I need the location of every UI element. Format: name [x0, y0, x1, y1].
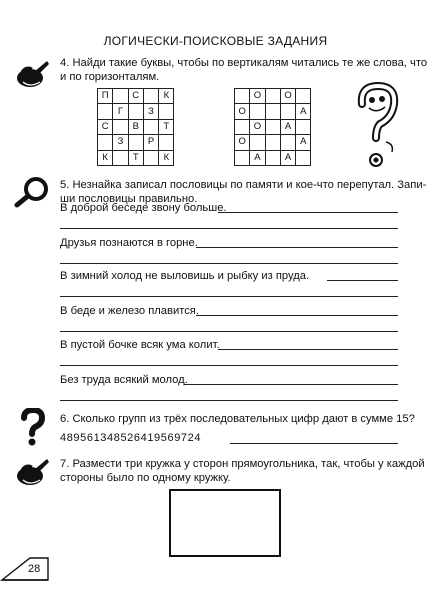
grid-cell-empty[interactable]	[143, 89, 158, 104]
answer-line[interactable]	[327, 280, 398, 281]
proverb-text: Друзья познаются в горне.	[60, 237, 198, 249]
grid-row	[98, 119, 174, 134]
grid-row	[98, 104, 174, 119]
task7-text-line1: 7. Размести три кружка у сторон прямоугольника, так, чтобы у каждой	[60, 458, 425, 470]
grid-cell-letter: Т	[128, 150, 143, 165]
grid-cell-letter: О	[250, 119, 265, 134]
grid-row	[235, 150, 311, 165]
magnifier-icon	[14, 176, 54, 208]
grid-cell-letter: К	[159, 150, 174, 165]
answer-line[interactable]	[218, 349, 398, 350]
task7-text-line2: стороны было по одному кружку.	[60, 472, 231, 484]
grid-cell-empty[interactable]	[128, 104, 143, 119]
grid-cell-letter: К	[98, 150, 113, 165]
answer-line[interactable]	[60, 228, 398, 229]
proverb-text: В пустой бочке всяк ума колит.	[60, 339, 220, 351]
grid-cell-empty[interactable]	[250, 135, 265, 150]
answer-line[interactable]	[60, 296, 398, 297]
grid-cell-letter: О	[235, 135, 250, 150]
grid-cell-letter: Т	[159, 119, 174, 134]
proverb-text: В доброй беседе звону больше.	[60, 202, 227, 214]
proverb-text: В зимний холод не выловишь и рыбку из пруда.	[60, 270, 310, 282]
grid-row	[235, 135, 311, 150]
grid-cell-empty[interactable]	[128, 135, 143, 150]
grid-cell-empty[interactable]	[113, 89, 128, 104]
grid-cell-empty[interactable]	[265, 135, 280, 150]
grid-cell-letter: А	[280, 150, 295, 165]
grid-cell-empty[interactable]	[265, 104, 280, 119]
grid-cell-empty[interactable]	[159, 104, 174, 119]
grid-cell-letter: З	[143, 104, 158, 119]
grid-cell-letter: Р	[143, 135, 158, 150]
letter-grid-1	[97, 88, 174, 166]
answer-line-task6[interactable]	[230, 443, 398, 444]
answer-line[interactable]	[184, 384, 398, 385]
grid-row	[98, 135, 174, 150]
task6-text: 6. Сколько групп из трёх последовательных цифр дают в сумме 15?	[60, 413, 415, 425]
question-mark-icon	[20, 408, 46, 446]
grid-cell-letter: О	[235, 104, 250, 119]
answer-line[interactable]	[60, 263, 398, 264]
grid-cell-letter: О	[250, 89, 265, 104]
grid-cell-empty[interactable]	[280, 104, 295, 119]
grid-cell-empty[interactable]	[235, 89, 250, 104]
grid-cell-letter: О	[280, 89, 295, 104]
grid-cell-letter: С	[98, 119, 113, 134]
answer-line[interactable]	[60, 365, 398, 366]
grid-cell-empty[interactable]	[280, 135, 295, 150]
grid-cell-letter: А	[250, 150, 265, 165]
proverb-text: Без труда всякий молод.	[60, 374, 188, 386]
grid-cell-empty[interactable]	[98, 104, 113, 119]
grid-cell-empty[interactable]	[296, 150, 311, 165]
grid-cell-empty[interactable]	[250, 104, 265, 119]
grid-row	[235, 89, 311, 104]
question-character-icon	[352, 82, 400, 174]
grid-cell-empty[interactable]	[235, 150, 250, 165]
digit-sequence: 489561348526419569724	[60, 432, 202, 444]
grid-cell-empty[interactable]	[235, 119, 250, 134]
proverb-text: В беде и железо плавится.	[60, 305, 199, 317]
grid-row	[98, 89, 174, 104]
grid-cell-empty[interactable]	[265, 89, 280, 104]
grid-cell-empty[interactable]	[296, 119, 311, 134]
answer-line[interactable]	[196, 247, 398, 248]
task5-text-line2: ши пословицы правильно.	[60, 193, 198, 205]
rectangle-figure	[169, 489, 281, 557]
page-number: 28	[28, 563, 41, 575]
grid-cell-empty[interactable]	[143, 119, 158, 134]
grid-cell-letter: П	[98, 89, 113, 104]
grid-cell-letter: С	[128, 89, 143, 104]
grid-cell-empty[interactable]	[265, 150, 280, 165]
pen-hand-icon	[14, 58, 50, 92]
task4-text-line2: и по горизонталям.	[60, 71, 160, 83]
grid-cell-letter: А	[296, 104, 311, 119]
grid-cell-letter: В	[128, 119, 143, 134]
grid-cell-empty[interactable]	[143, 150, 158, 165]
answer-line[interactable]	[196, 315, 398, 316]
grid-row	[235, 104, 311, 119]
grid-cell-letter: З	[113, 135, 128, 150]
grid-cell-letter: А	[280, 119, 295, 134]
task5-text-line1: 5. Незнайка записал пословицы по памяти и кое-что перепутал. Запи-	[60, 179, 427, 191]
answer-line[interactable]	[218, 212, 398, 213]
grid-cell-letter: К	[159, 89, 174, 104]
grid-cell-empty[interactable]	[296, 89, 311, 104]
grid-row	[235, 119, 311, 134]
page-title: ЛОГИЧЕСКИ-ПОИСКОВЫЕ ЗАДАНИЯ	[103, 34, 328, 48]
answer-line[interactable]	[60, 400, 398, 401]
grid-row	[98, 150, 174, 165]
grid-cell-letter: А	[296, 135, 311, 150]
grid-cell-empty[interactable]	[265, 119, 280, 134]
grid-cell-empty[interactable]	[159, 135, 174, 150]
grid-cell-empty[interactable]	[113, 119, 128, 134]
task4-text-line1: 4. Найди такие буквы, чтобы по вертикалям читались те же слова, что	[60, 57, 428, 69]
answer-line[interactable]	[60, 331, 398, 332]
grid-cell-empty[interactable]	[113, 150, 128, 165]
pen-hand-icon	[14, 456, 50, 490]
letter-grid-2	[234, 88, 311, 166]
grid-cell-letter: Г	[113, 104, 128, 119]
grid-cell-empty[interactable]	[98, 135, 113, 150]
